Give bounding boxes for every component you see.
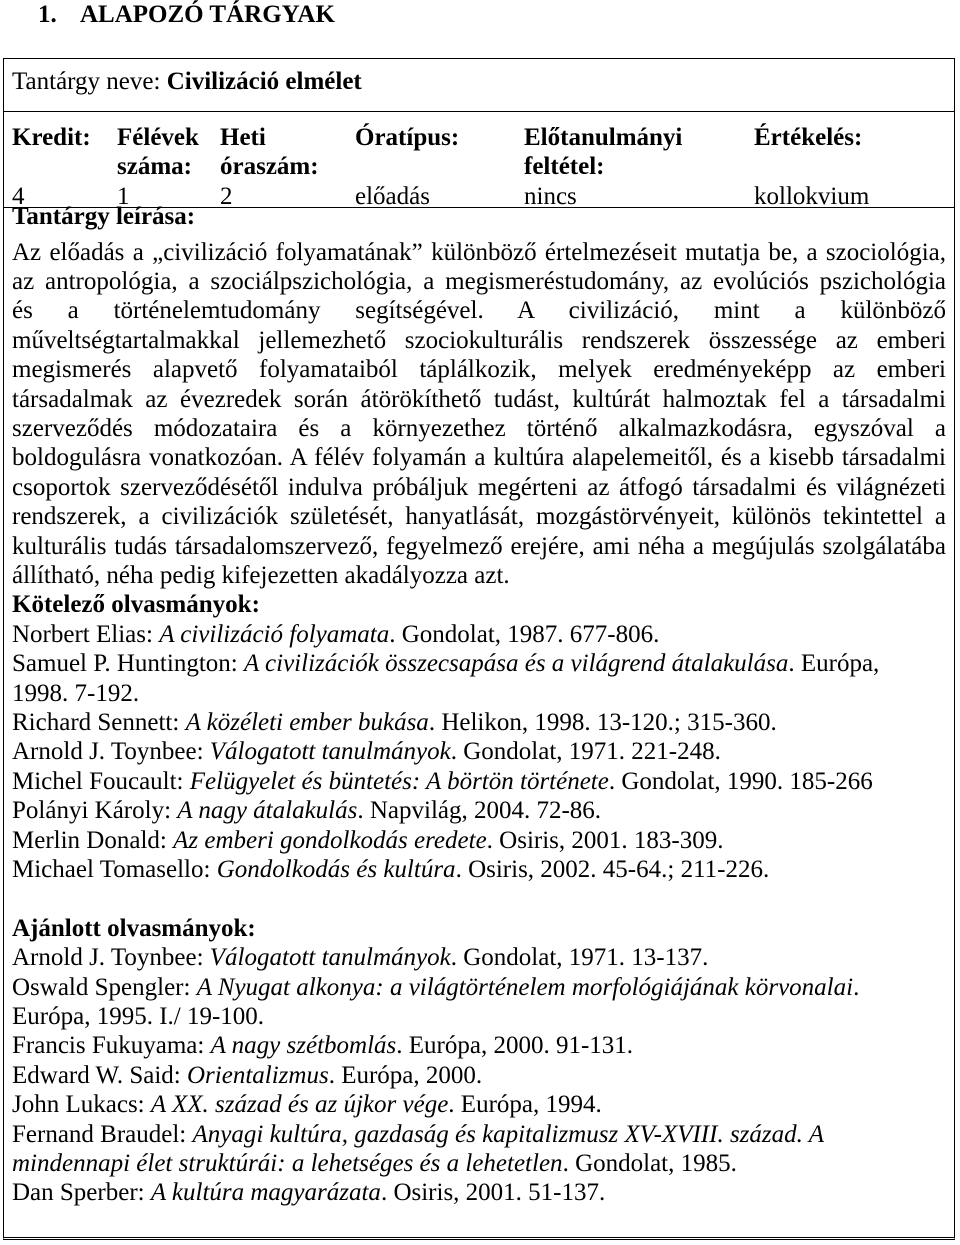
entry-publication: . Osiris, 2002. 45-64.; 211-226.: [455, 856, 770, 884]
entry-title: A közéleti ember bukása: [185, 709, 429, 736]
description-label: Tantárgy leírása:: [12, 203, 196, 230]
entry-publication: . Európa,: [788, 650, 880, 678]
entry-continuation: 1998. 7-192.: [12, 679, 140, 707]
reading-entry: [12, 767, 946, 796]
class-type-value: előadás: [355, 183, 430, 210]
assessment-label: Értékelés:: [754, 124, 863, 151]
reading-entry-line: [12, 1149, 946, 1178]
credit-label: Kredit:: [12, 124, 91, 151]
entry-publication: . Helikon, 1998. 13-120.; 315-360.: [428, 709, 777, 736]
reading-entry: [12, 1031, 946, 1060]
entry-title: A nagy átalakulás: [177, 797, 358, 825]
weekly-hours-value: 2: [220, 183, 233, 210]
entry-title: Válogatott tanulmányok: [209, 738, 451, 766]
reading-entry: [12, 737, 946, 766]
entry-author: Dan Sperber:: [12, 1179, 151, 1207]
entry-publication: . Gondolat, 1971. 221-248.: [450, 738, 721, 766]
entry-publication: . Osiris, 2001. 51-137.: [380, 1179, 606, 1207]
entry-author: Michael Tomasello:: [12, 856, 217, 884]
description-line: műveltségtartalmakkal jellemezhető szociokulturális rendszerek összessége az emberi: [12, 326, 946, 354]
reading-entry: [12, 973, 946, 1032]
entry-title: Gondolkodás és kultúra: [216, 856, 456, 884]
required-readings-heading: Kötelező olvasmányok:: [12, 591, 260, 619]
reading-entry: [12, 796, 946, 825]
description-line: társadalmak az évezredek során átörökíthető tudást, kultúrát halmoztak fel a társadalmi: [12, 385, 946, 413]
entry-author: Michel Foucault:: [12, 767, 190, 795]
entry-title: A kultúra magyarázata: [150, 1179, 381, 1207]
course-name-label: Tantárgy neve:: [12, 68, 161, 95]
reading-entry: [12, 1120, 946, 1179]
credit-value: 4: [12, 183, 25, 210]
entry-title: A XX. század és az újkor vége: [150, 1091, 449, 1119]
entry-author: Francis Fukuyama:: [12, 1032, 211, 1060]
entry-publication: . Gondolat, 1990. 185-266: [608, 767, 873, 795]
entry-title: A civilizáció folyamata: [159, 620, 390, 648]
reading-entry: [12, 649, 946, 708]
recommended-readings-heading: Ajánlott olvasmányok:: [12, 914, 256, 942]
prerequisite-value: nincs: [524, 183, 577, 210]
reading-entry-line: [12, 973, 946, 1002]
description-line: csoportok szerveződésétől indulva próbáljuk megérteni az átfogó társadalmi és világnézeti: [12, 473, 946, 501]
reading-entry: [12, 708, 946, 737]
reading-entry: [12, 826, 946, 855]
description-line: kulturális tudás társadalomszervező, fegyelmező erejére, ami néha a megújulás szolgálatába: [12, 532, 946, 560]
entry-publication: . Osiris, 2001. 183-309.: [486, 826, 724, 854]
section-title: ALAPOZÓ TÁRGYAK: [80, 1, 335, 28]
description-line: Az előadás a „civilizáció folyamatának” különböző értelmezéseit mutatja be, a szociológia,: [12, 238, 946, 266]
section-number: 1.: [38, 1, 57, 28]
entry-publication: . Európa, 2000.: [328, 1061, 483, 1089]
entry-publication: . Európa, 1994.: [448, 1091, 602, 1119]
entry-title: A nagy szétbomlás: [210, 1032, 397, 1060]
entry-title: Válogatott tanulmányok: [209, 944, 451, 972]
table-row-divider: [3, 111, 955, 112]
entry-publication: . Gondolat, 1985.: [562, 1150, 737, 1178]
entry-title: A Nyugat alkonya: a világtörténelem morfológiájának körvonalai: [196, 973, 854, 1001]
course-name: Civilizáció elmélet: [166, 68, 362, 95]
entry-author: Polányi Károly:: [12, 797, 178, 825]
entry-publication: . Gondolat, 1971. 13-137.: [450, 944, 709, 972]
entry-author: Arnold J. Toynbee:: [12, 738, 210, 766]
entry-author: Oswald Spengler:: [12, 973, 197, 1001]
entry-title: A civilizációk összecsapása és a világrend átalakulása: [243, 650, 789, 678]
description-line: az antropológia, a szociálpszichológia, a megismeréstudomány, az evolúciós pszichológia: [12, 267, 946, 295]
description-line: és a történelemtudomány segítségével. A civilizáció, mint a különböző: [12, 297, 946, 325]
class-type-label: Óratípus:: [355, 124, 460, 151]
reading-entry: [12, 1061, 946, 1090]
reading-entry: [12, 1090, 946, 1119]
entry-author: John Lukacs:: [12, 1091, 151, 1119]
description-line: boldogulásra vonatkozóan. A félév folyamán a kultúra alapelemeitől, és a kisebb társadalmi: [12, 444, 946, 472]
weekly-hours-label: Heti óraszám:: [220, 124, 319, 181]
entry-title-continuation: mindennapi élet struktúrái: a lehetséges és a lehetetlen: [12, 1150, 563, 1178]
entry-title: Orientalizmus: [187, 1061, 329, 1089]
reading-entry: [12, 1178, 946, 1207]
entry-author: Arnold J. Toynbee:: [12, 944, 210, 972]
entry-author: Edward W. Said:: [12, 1061, 187, 1089]
reading-entry: [12, 943, 946, 972]
entry-publication: . Gondolat, 1987. 677-806.: [389, 620, 660, 648]
entry-title: Anyagi kultúra, gazdaság és kapitalizmusz XV-XVIII. század. A: [192, 1120, 824, 1148]
entry-author: Richard Sennett:: [12, 709, 186, 736]
course-name-row: [12, 67, 362, 96]
entry-continuation: Európa, 1995. I./ 19-100.: [12, 1003, 265, 1031]
semester-count-label: Félévek száma:: [117, 124, 199, 181]
entry-title: Felügyelet és büntetés: A börtön története: [189, 767, 609, 795]
entry-publication: .: [853, 973, 860, 1001]
reading-entry-line: [12, 649, 946, 678]
description-line: állítható, néha pedig kifejezetten akadályozza azt.: [12, 561, 510, 589]
entry-author: Fernand Braudel:: [12, 1120, 193, 1148]
reading-entry-line: [12, 1120, 946, 1149]
reading-entry: [12, 855, 946, 884]
description-line: megismerés alapvető folyamataiból táplálkozik, melyek eredményeképp az emberi: [12, 356, 946, 384]
entry-publication: . Európa, 2000. 91-131.: [396, 1032, 634, 1060]
description-line: szerveződés módozataira és a környezethez történő alkalmazkodásra, egyszóval a: [12, 414, 946, 442]
entry-author: Merlin Donald:: [12, 826, 174, 854]
entry-title: Az emberi gondolkodás eredete: [173, 826, 487, 854]
entry-publication: . Napvilág, 2004. 72-86.: [357, 797, 602, 825]
reading-entry: [12, 620, 946, 649]
description-line: rendszerek, a civilizációk születését, hanyatlását, mozgástörvényeit, különös tekintettel a: [12, 503, 946, 531]
prerequisite-label: Előtanulmányi feltétel:: [524, 124, 683, 181]
description-body: [12, 238, 946, 1208]
entry-author: Norbert Elias:: [12, 620, 160, 648]
semester-count-value: 1: [117, 183, 130, 210]
assessment-value: kollokvium: [754, 183, 870, 210]
entry-author: Samuel P. Huntington:: [12, 650, 244, 678]
